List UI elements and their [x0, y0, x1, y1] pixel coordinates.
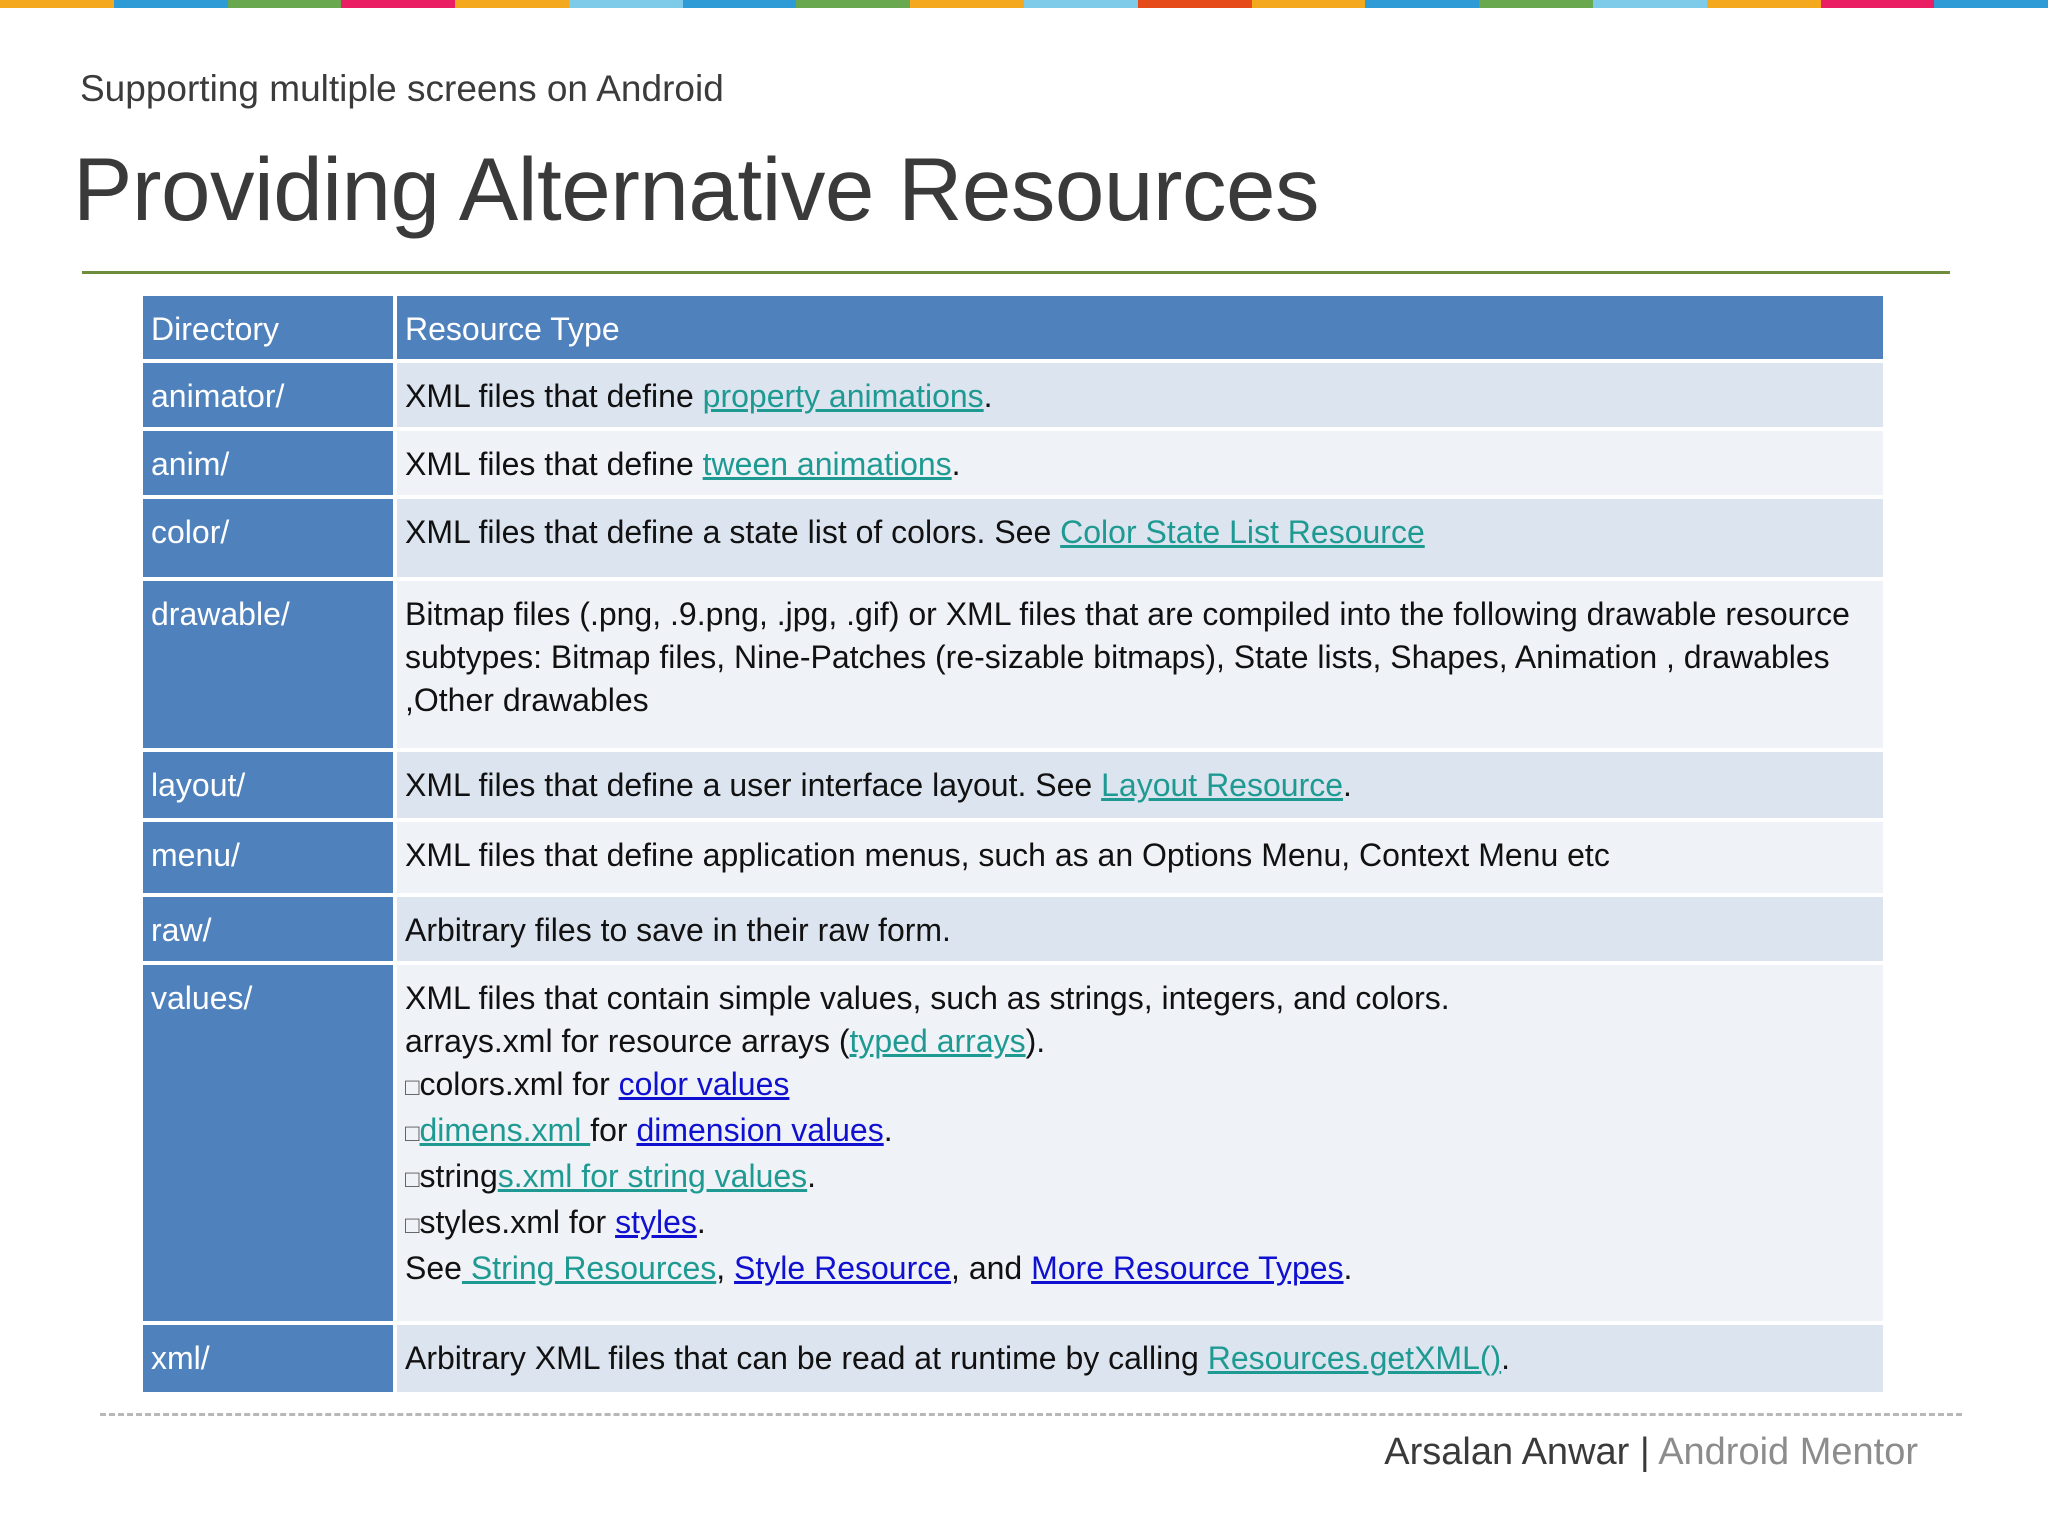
dir-cell: drawable/ [143, 581, 393, 748]
desc-text: . [883, 1112, 893, 1148]
author-role: Android Mentor [1658, 1431, 1918, 1473]
dir-cell: layout/ [143, 752, 393, 818]
resource-table [139, 292, 1887, 1396]
dir-cell: xml/ [143, 1325, 393, 1392]
stripe-segment [1821, 0, 1935, 8]
values-line-5 [405, 1155, 1883, 1201]
values-line-6 [405, 1201, 1883, 1247]
desc-text: XML files that define a state list of colors. See [405, 514, 1061, 550]
desc-text: . [1343, 1250, 1353, 1286]
resources-getxml-link[interactable]: Resources.getXML() [1207, 1340, 1502, 1376]
title-divider [82, 271, 1950, 274]
table-row [143, 965, 1883, 1321]
table-row [143, 897, 1883, 961]
desc-text: Arbitrary XML files that can be read at runtime by calling [405, 1340, 1208, 1376]
header-directory: Directory [143, 296, 393, 359]
table-row [143, 752, 1883, 818]
header-resource-type: Resource Type [397, 296, 1883, 359]
string-values-link[interactable]: s.xml for string values [497, 1158, 808, 1194]
stripe-segment [1593, 0, 1707, 8]
desc-text: string [419, 1158, 498, 1194]
bullet-box-icon: □ [405, 1120, 420, 1147]
tween-animations-link[interactable]: tween animations [702, 446, 952, 482]
stripe-segment [1138, 0, 1252, 8]
table-row [143, 581, 1883, 748]
dir-cell: raw/ [143, 897, 393, 961]
stripe-segment [683, 0, 797, 8]
dir-cell: animator/ [143, 363, 393, 427]
dimens-xml-link[interactable]: dimens.xml [419, 1112, 591, 1148]
dimension-values-link[interactable]: dimension values [636, 1112, 884, 1148]
table-row [143, 499, 1883, 577]
stripe-segment [1934, 0, 2048, 8]
desc-cell [397, 965, 1883, 1321]
footer-separator: | [1629, 1431, 1659, 1473]
dir-cell: color/ [143, 499, 393, 577]
values-line-7 [405, 1247, 1883, 1290]
desc-text: arrays.xml for resource arrays ( [405, 1023, 850, 1059]
desc-cell: Arbitrary files to save in their raw form. [397, 897, 1883, 961]
desc-text: for [590, 1112, 637, 1148]
values-line-2 [405, 1020, 1883, 1063]
desc-text: See [405, 1250, 462, 1286]
desc-text: . [807, 1158, 817, 1194]
desc-text: . [696, 1204, 706, 1240]
stripe-segment [569, 0, 683, 8]
stripe-segment [1024, 0, 1138, 8]
table-row [143, 822, 1883, 893]
values-line-1: XML files that contain simple values, such as strings, integers, and colors. [405, 980, 1450, 1016]
stripe-segment [1707, 0, 1821, 8]
footer-credit [1384, 1431, 1918, 1474]
dir-cell: anim/ [143, 431, 393, 495]
desc-text: . [1343, 767, 1352, 803]
dir-cell: values/ [143, 965, 393, 1321]
desc-text: XML files that define a user interface layout. See [405, 767, 1102, 803]
desc-cell: XML files that define application menus, such as an Options Menu, Context Menu etc [397, 822, 1883, 893]
slide-title: Providing Alternative Resources [73, 139, 1319, 239]
stripe-segment [455, 0, 569, 8]
stripe-segment [114, 0, 228, 8]
table-header-row [143, 296, 1883, 359]
property-animations-link[interactable]: property animations [702, 378, 984, 414]
style-resource-link[interactable]: Style Resource [734, 1250, 952, 1286]
desc-text: styles.xml for [419, 1204, 616, 1240]
stripe-segment [341, 0, 455, 8]
desc-text: . [983, 378, 993, 414]
desc-cell [397, 499, 1883, 577]
desc-text: . [951, 446, 961, 482]
desc-text: , and [951, 1250, 1032, 1286]
desc-cell [397, 1325, 1883, 1392]
stripe-segment [228, 0, 342, 8]
more-resource-types-link[interactable]: More Resource Types [1031, 1250, 1344, 1286]
color-values-link[interactable]: color values [618, 1066, 790, 1102]
color-stripe [0, 0, 2048, 8]
desc-text: . [1501, 1340, 1511, 1376]
dir-cell: menu/ [143, 822, 393, 893]
values-line-3 [405, 1063, 1883, 1109]
footer-dashed-divider [100, 1413, 1962, 1416]
string-resources-link[interactable]: String Resources [461, 1250, 717, 1286]
bullet-box-icon: □ [405, 1166, 420, 1193]
stripe-segment [1479, 0, 1593, 8]
desc-cell: Bitmap files (.png, .9.png, .jpg, .gif) or XML files that are compiled into the following drawable resource subtypes: Bitmap files, Nine-Patches (re-sizable bitmaps), State lists, Shapes, Animation , drawables ,Other drawables [397, 581, 1883, 748]
desc-text: XML files that define [405, 446, 703, 482]
stripe-segment [1365, 0, 1479, 8]
stripe-segment [796, 0, 910, 8]
slide-subtitle: Supporting multiple screens on Android [80, 68, 724, 109]
table-row [143, 1325, 1883, 1392]
resource-table-container [143, 292, 1883, 1396]
bullet-box-icon: □ [405, 1074, 420, 1101]
layout-resource-link[interactable]: Layout Resource [1101, 767, 1344, 803]
stripe-segment [910, 0, 1024, 8]
styles-link[interactable]: styles [615, 1204, 697, 1240]
desc-text: , [716, 1250, 735, 1286]
desc-text: colors.xml for [419, 1066, 619, 1102]
desc-text: XML files that define [405, 378, 703, 414]
desc-cell [397, 363, 1883, 427]
desc-text: ). [1025, 1023, 1046, 1059]
desc-cell [397, 752, 1883, 818]
author-name: Arsalan Anwar [1384, 1431, 1630, 1473]
bullet-box-icon: □ [405, 1212, 420, 1239]
values-line-4 [405, 1109, 1883, 1155]
color-state-list-link[interactable]: Color State List Resource [1060, 514, 1425, 550]
table-row [143, 431, 1883, 495]
desc-cell [397, 431, 1883, 495]
stripe-segment [0, 0, 114, 8]
typed-arrays-link[interactable]: typed arrays [849, 1023, 1026, 1059]
table-row [143, 363, 1883, 427]
stripe-segment [1252, 0, 1366, 8]
